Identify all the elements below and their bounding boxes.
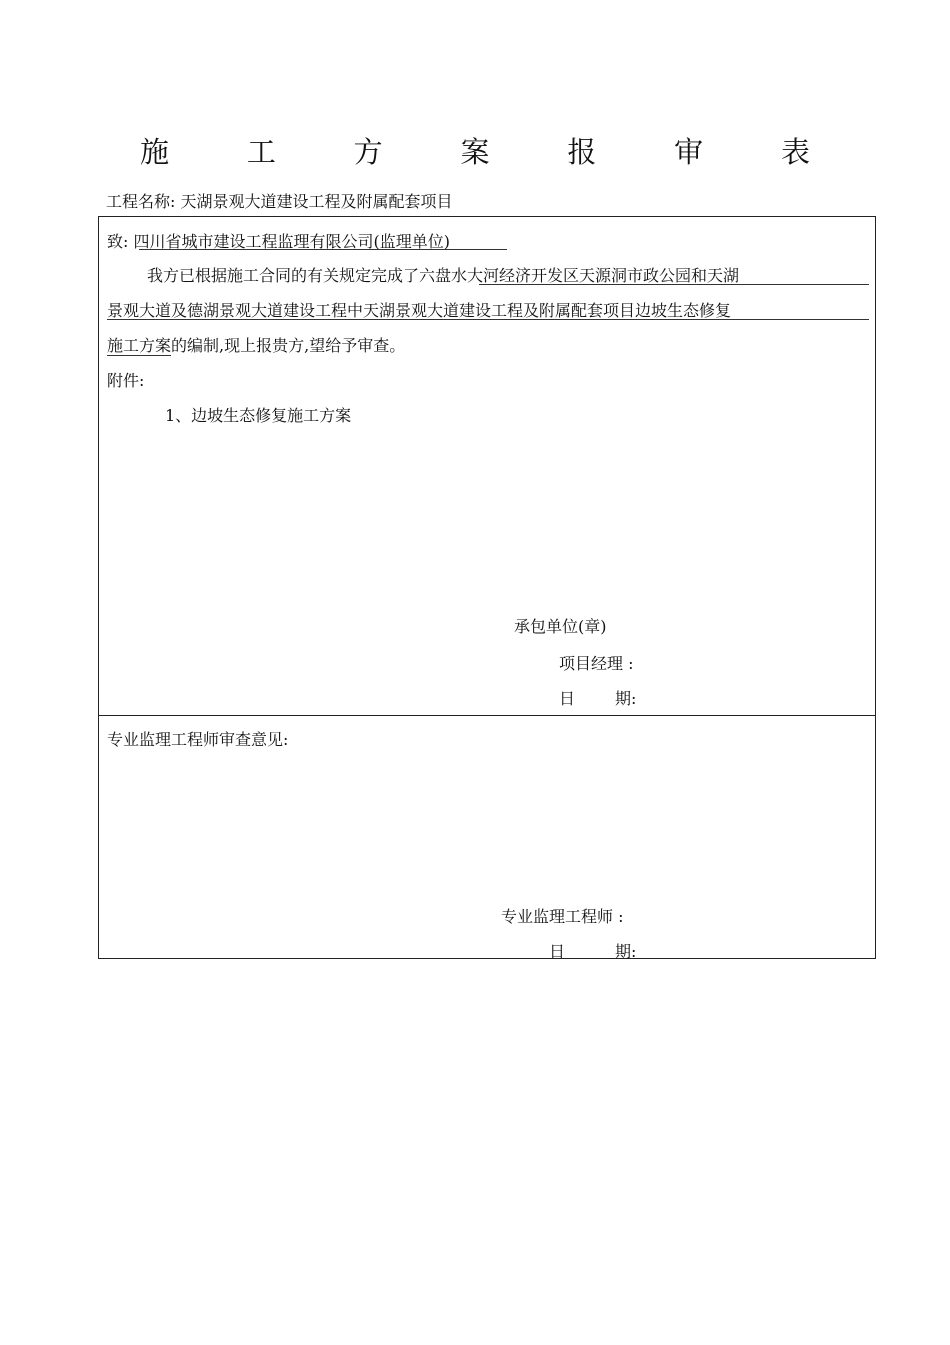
contractor-date-label — [559, 686, 636, 709]
project-name-line — [106, 189, 453, 212]
review-form-table — [98, 216, 876, 959]
title-char: 审 — [674, 135, 704, 169]
section-divider — [99, 715, 875, 716]
body-line-1: 我方已根据施工合同的有关规定完成了六盘水大河经济开发区天源洞市政公园和天湖 — [147, 266, 740, 285]
engineer-date-label — [549, 939, 636, 962]
attachment-label: 附件: — [107, 371, 145, 390]
body-line-3 — [107, 333, 405, 356]
body-underline-2 — [107, 319, 869, 320]
title-char: 报 — [567, 135, 597, 169]
recipient-underline — [139, 249, 507, 250]
form-title — [140, 130, 810, 171]
title-char: 表 — [780, 135, 810, 169]
body-line-2: 景观大道及德湖景观大道建设工程中天湖景观大道建设工程及附属配套项目边坡生态修复 — [107, 301, 732, 320]
date-char: 期: — [615, 689, 637, 708]
review-opinion-label: 专业监理工程师审查意见: — [107, 730, 289, 749]
project-name: 天湖景观大道建设工程及附属配套项目 — [180, 192, 453, 211]
recipient-label: 致: — [107, 232, 129, 251]
contractor-seal-label: 承包单位(章) — [514, 617, 607, 636]
project-label: 工程名称: — [106, 192, 176, 211]
date-char: 日 — [559, 689, 576, 708]
date-char: 日 — [549, 942, 566, 961]
body-underline-1 — [479, 284, 869, 285]
title-char: 案 — [460, 135, 490, 169]
title-char: 方 — [353, 135, 383, 169]
title-char: 工 — [246, 135, 276, 169]
project-manager-label: 项目经理 : — [559, 654, 634, 673]
body-underlined-text: 施工方案 — [107, 336, 172, 355]
attachment-item: 1、边坡生态修复施工方案 — [165, 406, 352, 425]
supervising-engineer-label: 专业监理工程师 : — [501, 907, 624, 926]
body-text-rest: 的编制,现上报贵方,望给予审查。 — [171, 336, 406, 355]
date-char: 期: — [615, 942, 637, 961]
title-char: 施 — [140, 135, 170, 169]
recipient-name: 四川省城市建设工程监理有限公司(监理单位) — [133, 232, 450, 251]
